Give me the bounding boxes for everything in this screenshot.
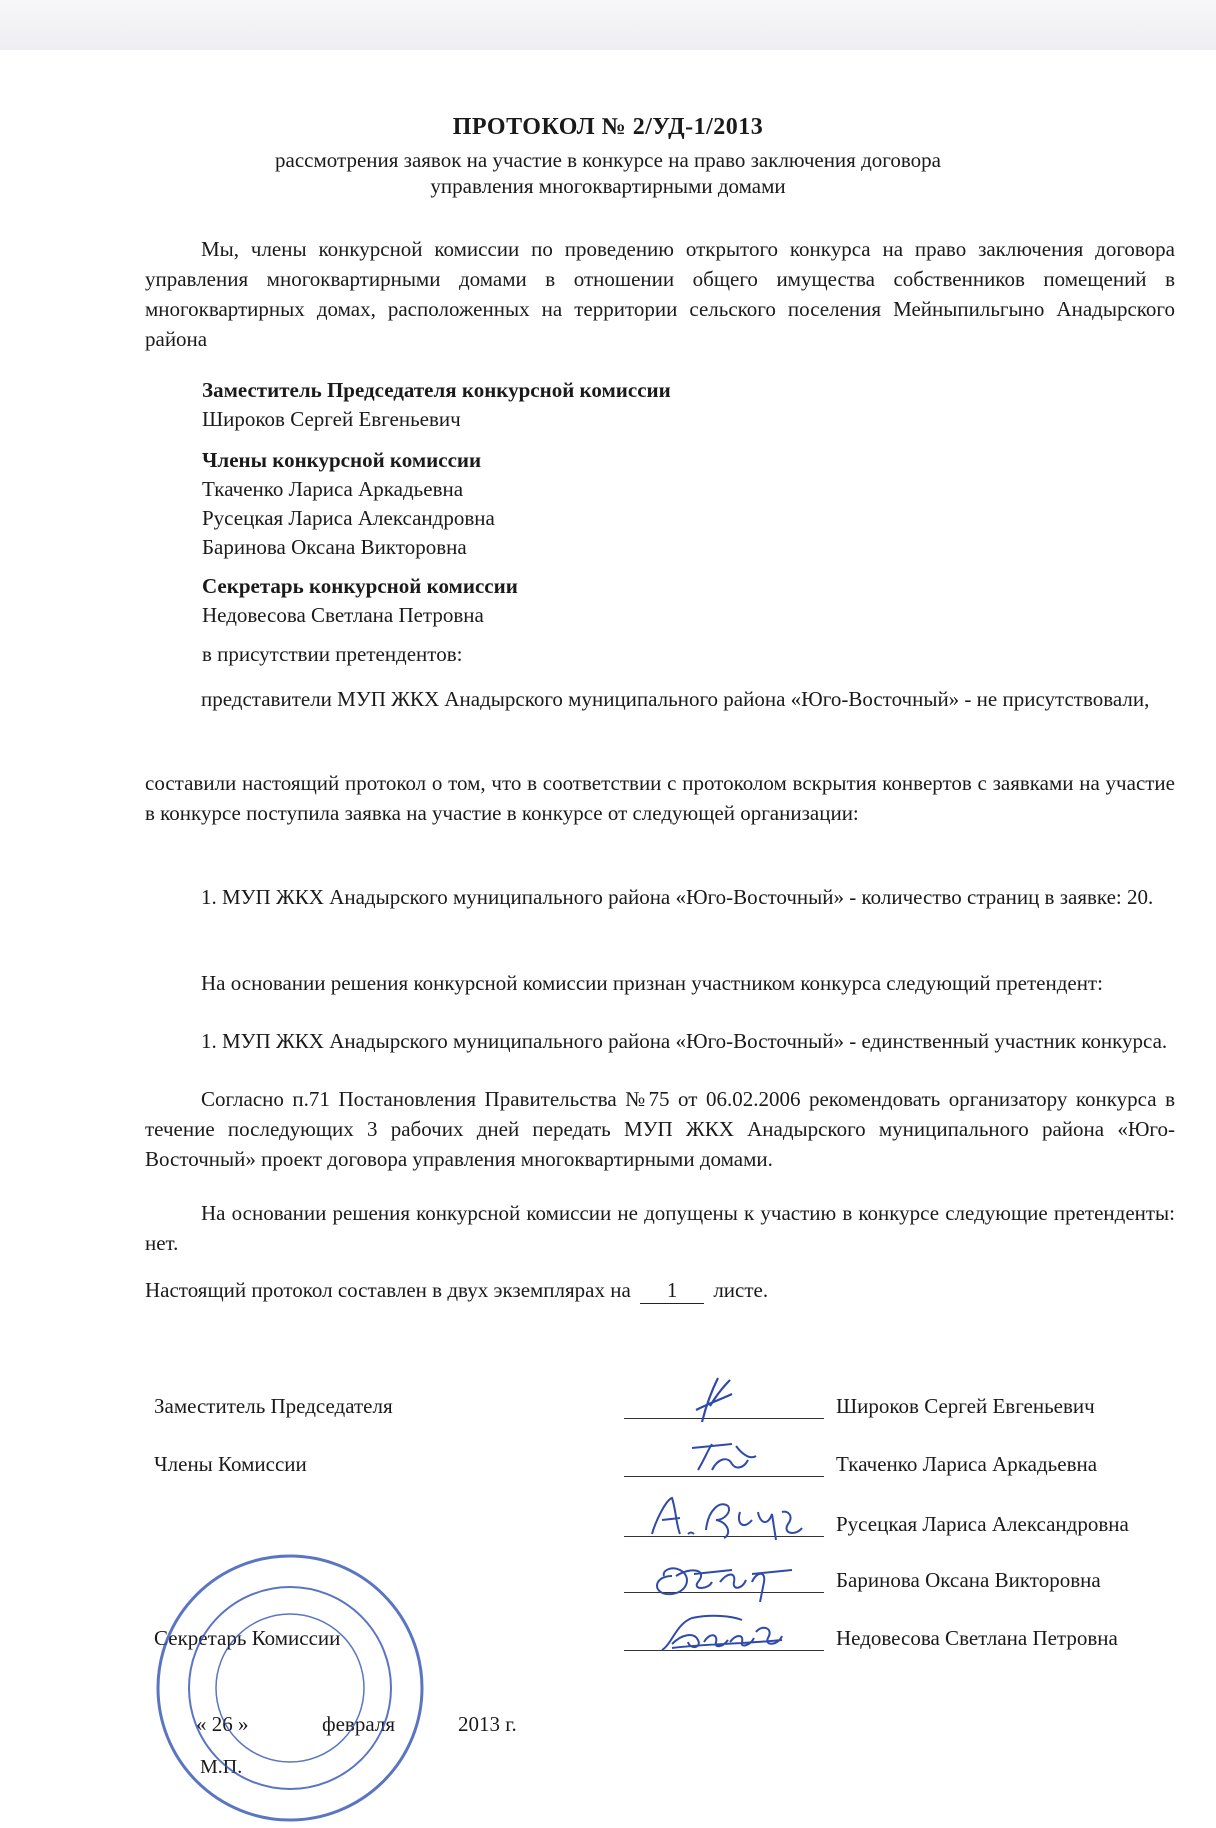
handwritten-signature — [632, 1604, 822, 1660]
date-day: « 26 » — [196, 1712, 249, 1736]
document-title: ПРОТОКОЛ № 2/УД-1/2013 — [452, 114, 764, 140]
basis-paragraph: На основании решения конкурсной комиссии признан участником конкурса следующий претендент: — [201, 971, 1103, 995]
document-subtitle-line2: управления многоквартирными домами — [430, 174, 786, 198]
deputy-block — [202, 376, 671, 434]
member-name: Русецкая Лариса Александровна — [202, 506, 495, 530]
application-item: 1. МУП ЖКХ Анадырского муниципального района «Юго-Восточный» - количество страниц в заявке: 20. — [201, 885, 1154, 909]
copies-count: 1 — [640, 1278, 704, 1304]
presence-line: в присутствии претендентов: — [202, 642, 463, 666]
composed-paragraph: составили настоящий протокол о том, что в соответствии с протоколом вскрытия конвертов с заявками на участие в конкурсе поступила заявка на участие в конкурсе от следующей организации: — [145, 771, 1175, 825]
member-name: Ткаченко Лариса Аркадьевна — [202, 477, 464, 501]
date-year: 2013 г. — [458, 1712, 517, 1736]
signatory-name: Широков Сергей Евгеньевич — [836, 1394, 1095, 1418]
signatory-name: Русецкая Лариса Александровна — [836, 1512, 1129, 1536]
document-page — [0, 50, 1216, 1792]
intro-paragraph: Мы, члены конкурсной комиссии по проведению открытого конкурса на право заключения договора управления многоквартирными домами в отношении общего имущества собственников помещений в многоквартирных домах, расположенных на территории сельского поселения Мейныпильгыно Анадырского района — [145, 237, 1175, 351]
copies-suffix: листе. — [713, 1278, 769, 1302]
seal-place-label: М.П. — [200, 1756, 243, 1778]
deputy-heading: Заместитель Председателя конкурсной комиссии — [202, 378, 671, 402]
members-heading: Члены конкурсной комиссии — [202, 448, 482, 472]
handwritten-signature — [632, 1546, 822, 1602]
secretary-heading: Секретарь конкурсной комиссии — [202, 574, 518, 598]
document-date — [196, 1712, 596, 1742]
not-admitted-paragraph: На основании решения конкурсной комиссии не допущены к участию в конкурсе следующие претенденты: нет. — [145, 1201, 1175, 1255]
signatory-name: Ткаченко Лариса Аркадьевна — [836, 1452, 1098, 1476]
document-subtitle-line1: рассмотрения заявок на участие в конкурсе на право заключения договора — [275, 148, 941, 172]
signatory-name: Недовесова Светлана Петровна — [836, 1626, 1118, 1650]
signature-row — [0, 1512, 1216, 1552]
handwritten-signature — [632, 1490, 822, 1546]
copies-line — [145, 1278, 768, 1304]
signature-row — [0, 1568, 1216, 1608]
deputy-name: Широков Сергей Евгеньевич — [202, 407, 461, 431]
signatory-name: Баринова Оксана Викторовна — [836, 1568, 1101, 1592]
participant-item: 1. МУП ЖКХ Анадырского муниципального района «Юго-Восточный» - единственный участник конкурса. — [201, 1029, 1168, 1053]
signature-role: Секретарь Комиссии — [154, 1626, 341, 1650]
date-month: февраля — [322, 1712, 395, 1736]
viewer-top-bar — [0, 0, 1216, 50]
handwritten-signature — [632, 1430, 822, 1486]
signature-row — [0, 1452, 1216, 1492]
recommendation-paragraph: Согласно п.71 Постановления Правительства №75 от 06.02.2006 рекомендовать организатору конкурса в течение последующих 3 рабочих дней передать МУП ЖКХ Анадырского муниципального района «Юго-Восточный» проект договора управления многоквартирными домами. — [145, 1087, 1175, 1171]
signature-role: Члены Комиссии — [154, 1452, 307, 1476]
signature-row — [0, 1394, 1216, 1434]
signature-row — [0, 1626, 1216, 1666]
member-name: Баринова Оксана Викторовна — [202, 535, 467, 559]
signature-role: Заместитель Председателя — [154, 1394, 393, 1418]
secretary-block — [202, 572, 518, 630]
handwritten-signature — [632, 1372, 822, 1428]
copies-prefix: Настоящий протокол составлен в двух экземплярах на — [145, 1278, 631, 1302]
representatives-paragraph: представители МУП ЖКХ Анадырского муниципального района «Юго-Восточный» - не присутствовали, — [201, 687, 1150, 711]
secretary-name: Недовесова Светлана Петровна — [202, 603, 484, 627]
members-block — [202, 446, 495, 562]
